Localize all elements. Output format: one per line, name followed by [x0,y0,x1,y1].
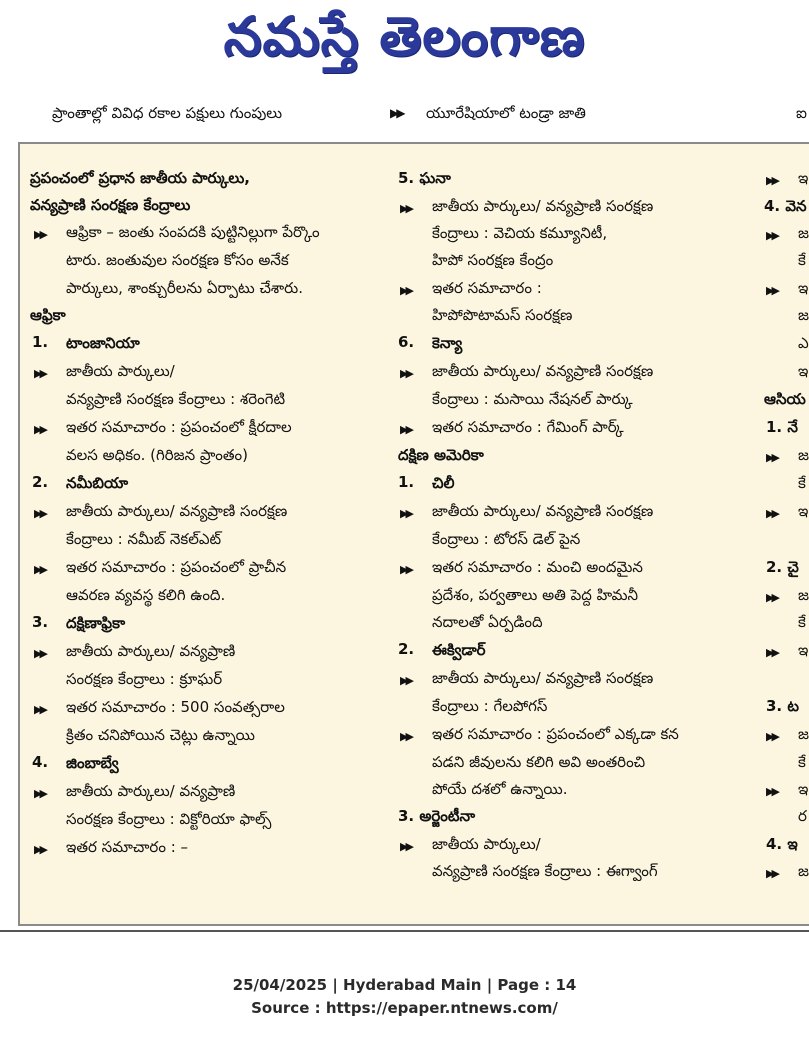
strap-edge-text: ఐ [796,104,807,122]
country-name: 3. అర్జెంటీనా [398,807,476,825]
double-arrow-icon: ▶▶ [400,423,411,436]
intro-text: పార్కులు, శాంక్చురీలను ఏర్పాటు చేశారు. [66,279,303,297]
clipped-text: కే [798,613,806,631]
info-text: ఇతర సమాచారం : – [66,838,189,856]
double-arrow-icon: ▶▶ [34,367,45,380]
info-text: క్రితం చనిపోయిన చెట్లు ఉన్నాయి [66,726,255,744]
col1-heading-2: వన్యప్రాణి సంరక్షణ కేంద్రాలు [30,196,191,214]
clipped-text: జ [798,725,809,743]
clipped-text: జ [798,862,809,880]
country-name: జింబాబ్వే [66,754,119,772]
info-text: నదాలతో ఏర్పడింది [432,613,543,631]
info-text: పోయే దశలో ఉన్నాయి. [432,780,568,798]
double-arrow-icon: ▶▶ [34,507,45,520]
country-number: 3. [32,613,49,631]
strap-right-text: యూరేషియాలో టండ్రా జాతి [426,104,586,122]
country-name: దక్షిణాఫ్రికా [66,614,126,632]
country-name: 5. ఘనా [398,169,451,187]
info-text: ఇతర సమాచారం : ప్రపంచంలో క్షీరదాల [66,418,292,436]
clipped-text: 1. నే [766,418,798,436]
country-number: 2. [32,473,49,491]
park-text: జాతీయ పార్కులు/ వన్యప్రాణి సంరక్షణ [432,502,654,520]
park-text: జాతీయ పార్కులు/ [432,835,541,853]
park-text: జాతీయ పార్కులు/ వన్యప్రాణి [66,782,236,800]
double-arrow-icon: ▶▶ [766,174,777,187]
col1-heading-1: ప్రపంచంలో ప్రధాన జాతీయ పార్కులు, [30,169,250,187]
page-divider [0,930,809,932]
double-arrow-icon: ▶▶ [766,785,777,798]
double-arrow-icon: ▶▶ [400,563,411,576]
park-text: హిపో సంరక్షణ కేంద్రం [432,251,554,269]
info-text: ఇతర సమాచారం : 500 సంవత్సరాల [66,698,285,716]
clipped-text: ఎ [798,334,809,352]
double-arrow-icon: ▶▶ [400,730,411,743]
country-number: 4. [32,753,49,771]
info-text: ఇతర సమాచారం : ప్రపంచంలో ప్రాచీన [66,558,287,576]
country-name: కెన్యా [432,334,463,352]
park-text: వన్యప్రాణి సంరక్షణ కేంద్రాలు : శరెంగెటి [66,390,286,408]
region-heading: ఆఫ్రికా [30,306,66,324]
double-arrow-icon: ▶▶ [400,674,411,687]
double-arrow-icon: ▶▶ [34,843,45,856]
double-arrow-icon: ▶▶ [400,507,411,520]
info-text: ఇతర సమాచారం : [432,279,542,297]
clipped-text: ఇ [798,780,809,798]
double-arrow-icon: ▶▶ [34,703,45,716]
park-text: జాతీయ పార్కులు/ వన్యప్రాణి సంరక్షణ [432,362,654,380]
park-text: జాతీయ పార్కులు/ వన్యప్రాణి సంరక్షణ [432,669,654,687]
double-arrow-icon: ▶▶ [766,591,777,604]
park-text: సంరక్షణ కేంద్రాలు : క్రూఘర్ [66,670,223,688]
clipped-text: జ [798,586,809,604]
clipped-text: కే [798,753,806,771]
clipped-text: 4. వెన [764,197,807,215]
double-arrow-icon: ▶▶ [766,229,777,242]
double-arrow-icon: ▶▶ [766,867,777,880]
double-arrow-icon: ▶▶ [766,451,777,464]
country-name: ఈక్విడార్ [432,641,486,659]
clipped-text: జ [798,306,809,324]
clipped-text: కే [798,474,806,492]
info-text: పడని జీవులను కలిగి అవి అంతరించి [432,753,646,771]
clipped-text: ఇ [798,641,809,659]
double-arrow-icon: ▶▶ [390,106,403,120]
clipped-text: ఆసియ [764,390,806,408]
clipped-text: 3. ట [766,697,799,715]
info-text: ఇతర సమాచారం : ప్రపంచంలో ఎక్కడా కన [432,725,679,743]
country-name: నమీబియా [66,474,129,492]
double-arrow-icon: ▶▶ [766,284,777,297]
park-text: వన్యప్రాణి సంరక్షణ కేంద్రాలు : ఈగ్వాంగ్ [432,862,658,880]
headline-strap [52,104,809,130]
region-heading: దక్షిణ అమెరికా [398,446,484,464]
park-text: జాతీయ పార్కులు/ [66,362,175,380]
info-text: ఆవరణ వ్యవస్థ కలిగి ఉంది. [66,586,226,604]
clipped-text: 4. ఇ [766,835,798,853]
clipped-text: ఇ [798,502,809,520]
clipped-text: 2. చై [766,558,799,576]
double-arrow-icon: ▶▶ [400,284,411,297]
double-arrow-icon: ▶▶ [766,507,777,520]
double-arrow-icon: ▶▶ [400,202,411,215]
park-text: జాతీయ పార్కులు/ వన్యప్రాణి [66,642,236,660]
double-arrow-icon: ▶▶ [400,840,411,853]
park-text: కేంద్రాలు : గేలపోగస్ [432,697,548,715]
clipped-text: ఇ [798,169,809,187]
double-arrow-icon: ▶▶ [34,647,45,660]
double-arrow-icon: ▶▶ [34,787,45,800]
clipped-text: జ [798,224,809,242]
country-number: 2. [398,640,415,658]
park-text: జాతీయ పార్కులు/ వన్యప్రాణి సంరక్షణ [432,197,654,215]
country-number: 1. [398,473,415,491]
clipped-text: కే [798,251,806,269]
double-arrow-icon: ▶▶ [766,730,777,743]
country-number: 6. [398,333,415,351]
info-text: హిపోపొటామస్ సంరక్షణ [432,306,573,324]
double-arrow-icon: ▶▶ [34,563,45,576]
park-text: కేంద్రాలు : మసాయి నేషనల్ పార్కు [432,390,633,408]
newspaper-masthead: నమస్తే తెలంగాణ [223,5,586,68]
clipped-text: జ [798,446,809,464]
clipped-text: ర [798,807,807,825]
double-arrow-icon: ▶▶ [766,646,777,659]
country-name: చిలీ [432,474,455,492]
country-name: టాంజానియా [66,334,140,352]
source-link[interactable]: Source : https://epaper.ntnews.com/ [251,999,558,1017]
intro-text: ఆఫ్రికా – జంతు సంపదకి పుట్టినిల్లుగా పేర్కొం [66,223,320,241]
double-arrow-icon: ▶▶ [400,367,411,380]
clipped-text: ఇ [798,279,809,297]
country-number: 1. [32,333,49,351]
info-text: వలస అధికం. (గిరిజన ప్రాంతం) [66,446,248,464]
double-arrow-icon: ▶▶ [34,423,45,436]
info-text: ఇతర సమాచారం : గేమింగ్ పార్క్ [432,418,624,436]
double-arrow-icon: ▶▶ [34,228,45,241]
edition-info: 25/04/2025 | Hyderabad Main | Page : 14 [232,976,577,994]
park-text: కేంద్రాలు : నమీబ్ నెకల్ఎట్ [66,530,222,548]
info-text: ఇతర సమాచారం : మంచి అందమైన [432,558,643,576]
park-text: కేంద్రాలు : టోరస్ డెల్ పైన [432,530,581,548]
park-text: కేంద్రాలు : వెచియ కమ్యూనిటీ, [432,224,608,242]
strap-left-text: ప్రాంతాల్లో వివిధ రకాల పక్షులు గుంపులు [52,104,283,122]
info-text: ప్రదేశం, పర్వతాలు అతి పెద్ద హిమనీ [432,586,639,604]
park-text: జాతీయ పార్కులు/ వన్యప్రాణి సంరక్షణ [66,502,288,520]
clipped-text: ఇ [798,362,809,380]
park-text: సంరక్షణ కేంద్రాలు : విక్టోరియా ఫాల్స్ [66,810,272,828]
intro-text: టారు. జంతువుల సంరక్షణ కోసం అనేక [66,251,289,269]
